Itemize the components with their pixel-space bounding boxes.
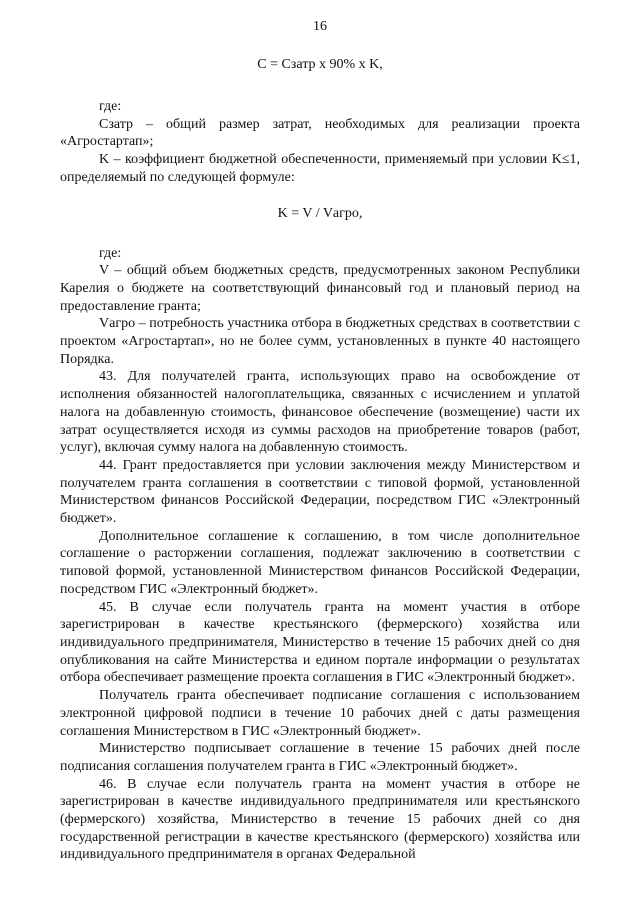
- formula-coefficient: K = V / Vагро,: [277, 205, 363, 221]
- paragraph-43: 43. Для получателей гранта, использующих право на освобождение от исполнения обязанностей налогоплательщика, связанных с исчислением и уплатой налога на добавленную стоимость, финансовое обеспечение (возмещение) части их затрат осуществляется исходя из суммы расходов на приобретение товаров (работ, услуг), включая сумму налога на добавленную стоимость.: [60, 369, 580, 456]
- definition-czatr: Cзатр – общий размер затрат, необходимых для реализации проекта «Агростартап»;: [60, 116, 580, 150]
- paragraph-44: 44. Грант предоставляется при условии заключения между Министерством и получателем гранта соглашения в соответствии с типовой формой, установленной Министерством финансов Российской Федерации, посредством ГИС «Электронный бюджет».: [60, 457, 580, 527]
- definition-vagro: Vагро – потребность участника отбора в бюджетных средствах в соответствии с проектом «Агростартап», но не более сумм, установленных в пункте 40 настоящего Порядка.: [60, 316, 580, 367]
- paragraph-45-signing: Получатель гранта обеспечивает подписание соглашения с использованием электронной цифровой подписи в течение 10 рабочих дней с даты размещения соглашения Министерством в ГИС «Электронный бюджет».: [60, 688, 580, 739]
- formula-grant-size: C = Cзатр x 90% x K,: [257, 57, 383, 72]
- paragraph-45: 45. В случае если получатель гранта на момент участия в отборе зарегистрирован в качестве крестьянского (фермерского) хозяйства или индивидуального предпринимателя, Министерство в течение 15 рабочих дней со дня опубликования на сайте Министерства и едином портале информации о результатах отбора обеспечивает размещение проекта соглашения в ГИС «Электронный бюджет».: [60, 599, 580, 686]
- paragraph-44-additional-agreement: Дополнительное соглашение к соглашению, в том числе дополнительное соглашение о расторжении соглашения, подлежат заключению в соответствии с типовой формой, установленной Министерством финансов Российской Федерации, посредством ГИС «Электронный бюджет».: [60, 528, 580, 597]
- where-label: где:: [99, 99, 122, 114]
- page-number: 16: [313, 19, 327, 34]
- paragraph-45-ministry-signing: Министерство подписывает соглашение в течение 15 рабочих дней после подписания соглашения получателем гранта в ГИС «Электронный бюджет».: [60, 741, 580, 774]
- where-label: где:: [99, 245, 122, 261]
- definition-k: K – коэффициент бюджетной обеспеченности, применяемый при условии K≤1, определяемый по следующей формуле:: [60, 152, 580, 185]
- paragraph-46: 46. В случае если получатель гранта на момент участия в отборе не зарегистрирован в качестве индивидуального предпринимателя или крестьянского (фермерского) хозяйства, Министерство в течение 15 рабочих дней со дня государственной регистрации в качестве крестьянского (фермерского) хозяйства или индивидуального предпринимателя в органах Федеральной: [60, 776, 580, 863]
- document-page: [60, 18, 580, 864]
- definition-v: V – общий объем бюджетных средств, предусмотренных законом Республики Карелия о бюджете на соответствующий финансовый год и плановый период на предоставление гранта;: [60, 263, 580, 314]
